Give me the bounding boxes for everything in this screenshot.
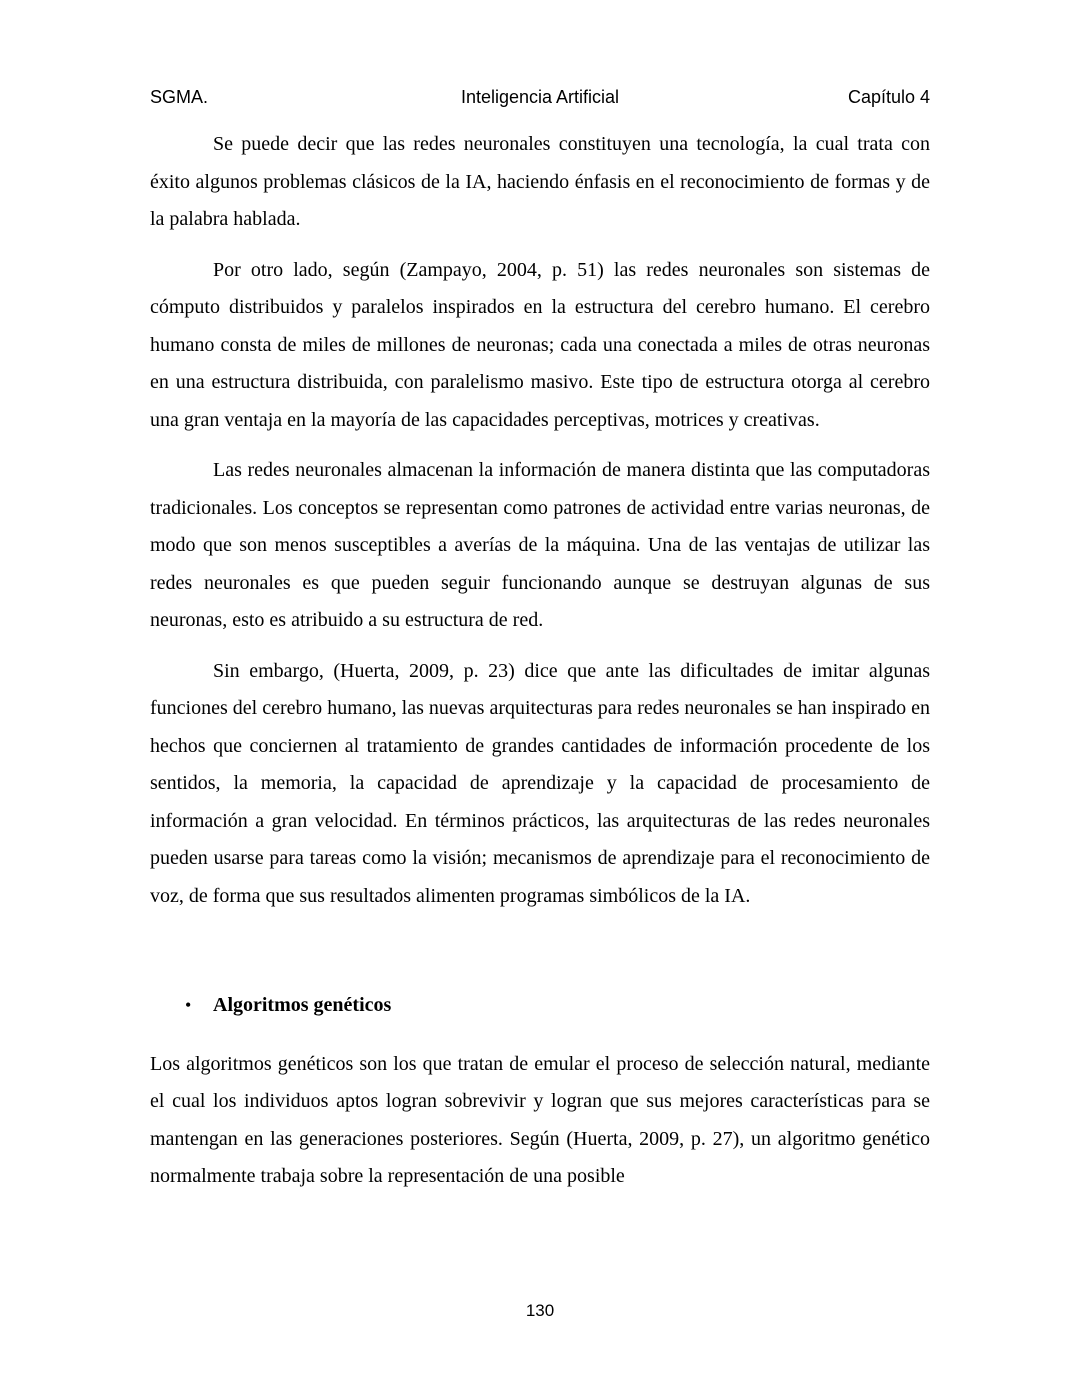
paragraph: Se puede decir que las redes neuronales constituyen una tecnología, la cual trata con éxito algunos problemas clásicos de la IA, haciendo énfasis en el reconocimiento de formas y de la palabra hablada.: [150, 133, 930, 230]
header-title: Inteligencia Artificial: [460, 87, 620, 107]
header-left-label: SGMA.: [150, 87, 209, 107]
page-header: [150, 86, 930, 108]
header-chapter-label: Capítulo 4: [847, 87, 931, 107]
bullet-heading: [150, 987, 930, 1025]
bullet-icon: •: [185, 995, 192, 1015]
paragraph: Los algoritmos genéticos son los que tratan de emular el proceso de selección natural, mediante el cual los individuos aptos logran sobrevivir y logran que sus mejores características para se mantengan en las generaciones posteriores. Según (Huerta, 2009, p. 27), un algoritmo genético normalmente trabaja sobre la representación de una posible: [150, 1052, 930, 1187]
bullet-heading-label: Algoritmos genéticos: [213, 994, 392, 1016]
paragraph: Las redes neuronales almacenan la información de manera distinta que las computadoras tradicionales. Los conceptos se representan como patrones de actividad entre varias neuronas, de modo que son menos susceptibles a averías de la máquina. Una de las ventajas de utilizar las redes neuronales es que pueden seguir funcionando aunque se destruyan algunas de sus neuronas, esto es atribuido a su estructura de red.: [150, 459, 930, 631]
paragraph: Sin embargo, (Huerta, 2009, p. 23) dice que ante las dificultades de imitar algunas funciones del cerebro humano, las nuevas arquitecturas para redes neuronales se han inspirado en hechos que conciernen al tratamiento de grandes cantidades de información procedente de los sentidos, la memoria, la capacidad de aprendizaje y la capacidad de procesamiento de información a gran velocidad. En términos prácticos, las arquitecturas de las redes neuronales pueden usarse para tareas como la visión; mecanismos de aprendizaje para el reconocimiento de voz, de forma que sus resultados alimenten programas simbólicos de la IA.: [150, 659, 930, 907]
page-number: 130: [525, 1301, 555, 1320]
paragraph: Por otro lado, según (Zampayo, 2004, p. 51) las redes neuronales son sistemas de cómputo distribuidos y paralelos inspirados en la estructura del cerebro humano. El cerebro humano consta de miles de millones de neuronas; cada una conectada a miles de otras neuronas en una estructura distribuida, con paralelismo masivo. Este tipo de estructura otorga al cerebro una gran ventaja en la mayoría de las capacidades perceptivas, motrices y creativas.: [150, 258, 930, 431]
